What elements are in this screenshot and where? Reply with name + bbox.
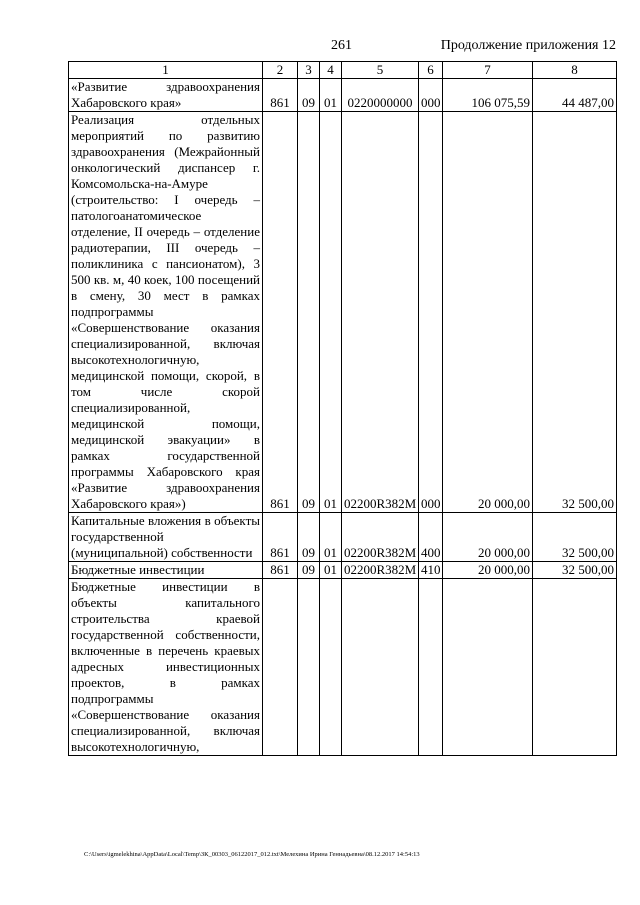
cell-target-article: 02200R382M [342, 562, 419, 579]
cell-amount-1: 20 000,00 [443, 112, 533, 513]
row-name: «Развитие здравоохранения Хабаровского края» [69, 79, 263, 112]
cell-expense-type: 000 [419, 112, 443, 513]
column-header-1: 1 [69, 62, 263, 79]
cell-subsection: 01 [320, 562, 342, 579]
file-path-footer: C:\Users\igmelekhina\AppData\Local\Temp\ЗК_00303_06122017_012.txt\Мелехина Ирина Геннадьевна\08.12.2017 14:54:13 [84, 851, 420, 858]
cell-amount-2 [533, 579, 617, 756]
cell-target-article: 02200R382M [342, 513, 419, 562]
row-name: Бюджетные инвестиции в объекты капитального строительства краевой государственной собственности, включенные в перечень краевых адресных инвестиционных проектов, в рамках подпрограммы «Совершенствование оказания специализированной, включая высокотехнологичную, [69, 579, 263, 756]
cell-ministry: 861 [263, 562, 298, 579]
continuation-label: Продолжение приложения 12 [440, 38, 616, 53]
table-row [69, 112, 617, 513]
cell-section [298, 579, 320, 756]
cell-ministry [263, 579, 298, 756]
cell-target-article: 0220000000 [342, 79, 419, 112]
cell-amount-1: 20 000,00 [443, 513, 533, 562]
page-number: 261 [331, 38, 352, 53]
cell-amount-2: 32 500,00 [533, 112, 617, 513]
cell-subsection [320, 579, 342, 756]
cell-section: 09 [298, 562, 320, 579]
cell-section: 09 [298, 79, 320, 112]
column-header-6: 6 [419, 62, 443, 79]
cell-amount-1: 20 000,00 [443, 562, 533, 579]
cell-ministry: 861 [263, 79, 298, 112]
cell-target-article [342, 579, 419, 756]
cell-amount-2: 44 487,00 [533, 79, 617, 112]
cell-subsection: 01 [320, 513, 342, 562]
cell-amount-1 [443, 579, 533, 756]
row-name: Капитальные вложения в объекты государственной (муниципальной) собственности [69, 513, 263, 562]
column-header-8: 8 [533, 62, 617, 79]
column-header-5: 5 [342, 62, 419, 79]
cell-ministry: 861 [263, 112, 298, 513]
table-row [69, 562, 617, 579]
column-header-4: 4 [320, 62, 342, 79]
budget-table [68, 61, 617, 756]
column-header-7: 7 [443, 62, 533, 79]
cell-subsection: 01 [320, 79, 342, 112]
cell-expense-type: 000 [419, 79, 443, 112]
table-header-row [69, 62, 617, 79]
cell-amount-2: 32 500,00 [533, 562, 617, 579]
cell-section: 09 [298, 513, 320, 562]
cell-amount-2: 32 500,00 [533, 513, 617, 562]
column-header-3: 3 [298, 62, 320, 79]
row-name: Реализация отдельных мероприятий по развитию здравоохранения (Межрайонный онкологический диспансер г. Комсомольска-на-Амуре (строительство: I очередь – патологоанатомическое отделение, II очередь – отделение радиотерапии, III очередь – поликлиника с пансионатом), 3 500 кв. м, 40 коек, 100 посещений в смену, 30 мест в рамках подпрограммы «Совершенствование оказания специализированной, включая высокотехнологичную, медицинской помощи, скорой, в том числе скорой специализированной, медицинской помощи, медицинской эвакуации» в рамках государственной программы Хабаровского края «Развитие здравоохранения Хабаровского края») [69, 112, 263, 513]
cell-expense-type: 410 [419, 562, 443, 579]
table-row [69, 79, 617, 112]
cell-amount-1: 106 075,59 [443, 79, 533, 112]
cell-expense-type: 400 [419, 513, 443, 562]
cell-expense-type [419, 579, 443, 756]
table-row [69, 513, 617, 562]
cell-subsection: 01 [320, 112, 342, 513]
row-name: Бюджетные инвестиции [69, 562, 263, 579]
cell-section: 09 [298, 112, 320, 513]
cell-target-article: 02200R382M [342, 112, 419, 513]
cell-ministry: 861 [263, 513, 298, 562]
column-header-2: 2 [263, 62, 298, 79]
table-row [69, 579, 617, 756]
